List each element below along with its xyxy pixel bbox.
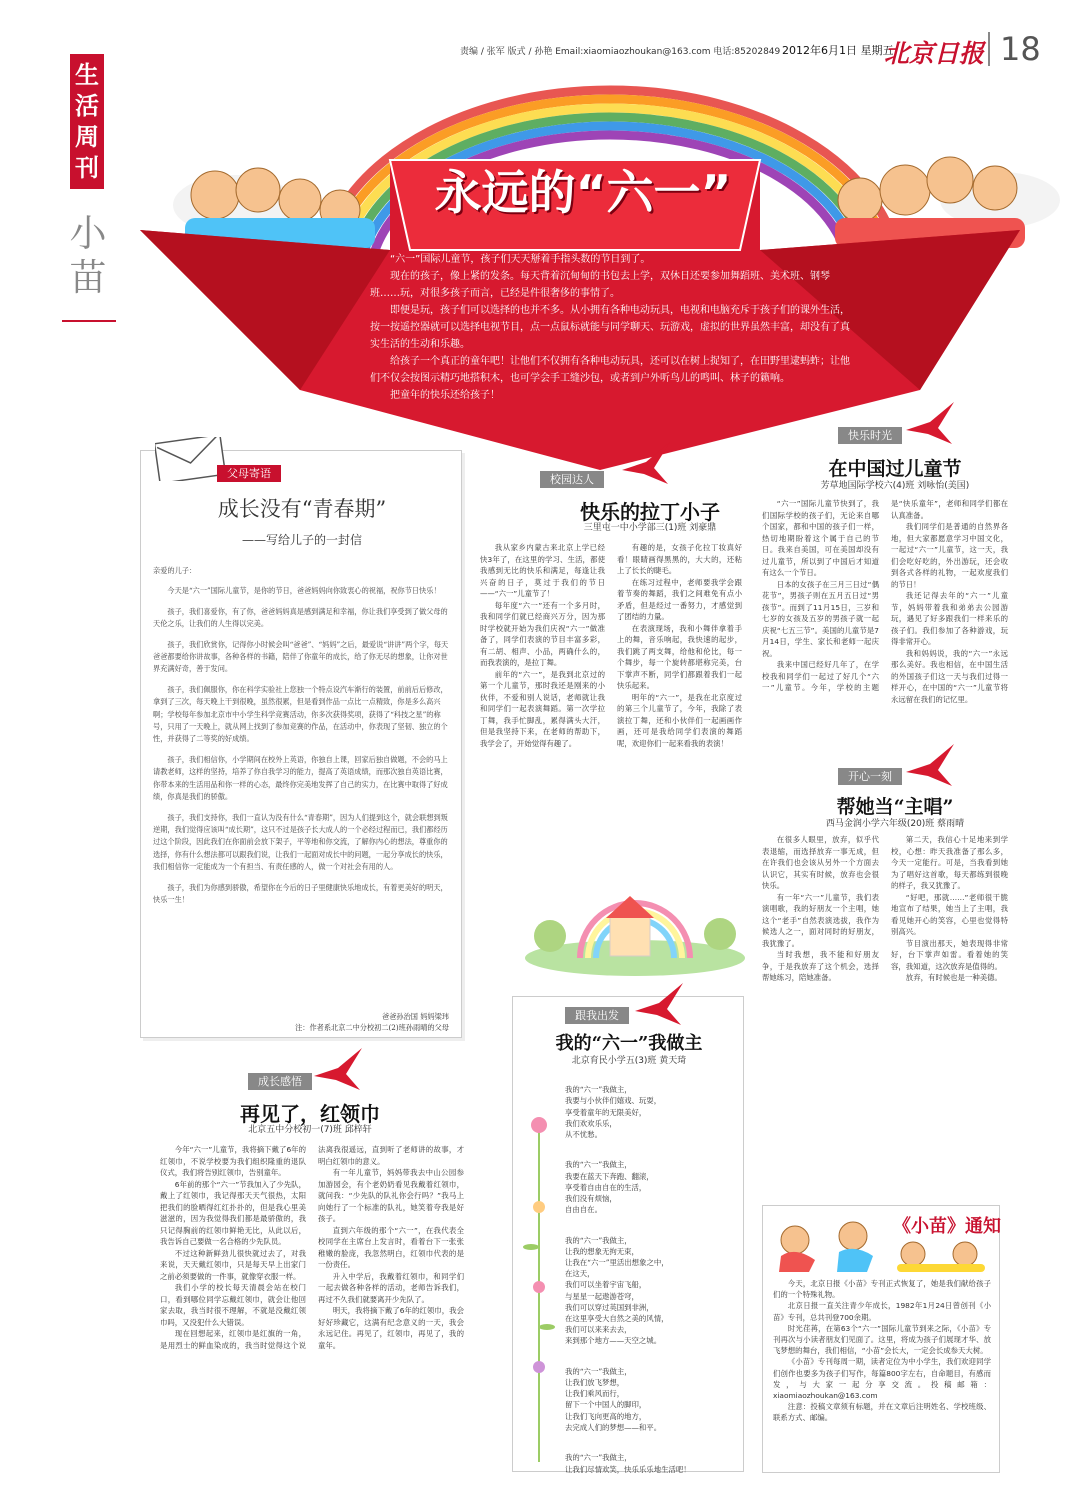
intro-text: [370, 251, 857, 404]
article-body: [160, 1144, 464, 1466]
paragraph: 我们同学们是普通的自然界各地，但大家都愿意学习中国文化，一起过“六一”儿童节，这一天，我们会吃好吃的，外出游玩，还会收到各式各样的礼物，一起欢度我们的节日！: [891, 522, 1008, 589]
article-title: 再见了，红领巾: [240, 1102, 380, 1126]
poem-body: [565, 1073, 741, 1485]
paragraph: 我来中国已经好几年了，在学校我和同学们一起过了好几个“六一”儿童节。今年，学校的主题是“快乐童年”，老师和同学们都在认真准备。: [762, 499, 1008, 692]
issue-date: 2012年6月1日 星期五: [782, 44, 894, 57]
notice-title: 《小苗》通知: [893, 1216, 1001, 1237]
paper-crane-icon: [904, 742, 956, 790]
letter-card: [140, 450, 462, 1038]
paper-crane-icon: [633, 981, 685, 1029]
paragraph: 今天，北京日报《小苗》专刊正式恢复了，她是我们献给孩子们的一个特殊礼物。: [773, 1279, 991, 1300]
newspaper-logo: 北京日报: [884, 39, 985, 68]
byline: 北京育民小学五(3)班 黄天琦: [571, 1056, 687, 1066]
stanza: 我的“六一”我做主， 让我们尽情欢笑，快乐乐乐地生活吧！: [565, 1453, 691, 1474]
paragraph: 在很多人眼里，放弃，似乎代表退缩，而选择放弃一事无成，但在许我们也会该从另外一个方面去认识它，其实有时候，放弃也会很快乐。: [762, 835, 879, 890]
envelope-icon: [155, 437, 225, 481]
paragraph: 我从家乡内蒙古来北京上学已经快3年了，在这里的学习、生活，都使我感到无比的快乐和满足，每逢让我兴奋的日子，莫过于我们的节日——“六一”儿童节了！: [480, 543, 605, 598]
paragraph: “好吧，那就……”老师很干脆地宣布了结果，她当上了主唱，我看见她开心的笑容，心里也觉得特别高兴。: [891, 892, 1008, 936]
article-title: 成长没有“青春期”: [217, 497, 387, 521]
intro-paragraph: “六一”国际儿童节，孩子们天天掰着手指头数的节日到了。: [390, 254, 651, 265]
section-tag: 父母寄语: [217, 465, 281, 482]
editor-info: 责编 / 张军 版式 / 孙艳 Email:xiaomiaozhoukan@163.com 电话:85202849: [460, 47, 781, 57]
paragraph: 孩子，我们相信你，小学期间在校外上英语，你独自上课，回家后独自做题，不会的马上请教老师，这样的坚持，培养了你自我学习的能力，提高了英语成绩，而那次独自英语比赛，你带本来的生活用品和你一样的心态，最终你完美地发挥了自己的实力，在比赛中取得了好成绩，你真是我们的骄傲。: [153, 754, 448, 802]
article-title: 帮她当“主唱”: [836, 796, 954, 818]
notice-card: [762, 1205, 1000, 1473]
byline: 三里屯一中小学部三(1)班 刘豪鼎: [583, 523, 717, 533]
article-title: 我的“六一”我做主: [555, 1033, 703, 1054]
paragraph: 不过这种新鲜劲儿很快就过去了，对我来说，天天戴红领巾，只是每天早上出家门之前必须要做的一件事，就像穿衣服一样。: [160, 1248, 306, 1281]
divider: [62, 320, 116, 322]
paragraph: 孩子，我们欣赏你，记得你小时候会叫“爸爸”、“妈妈”之后，最爱说“讲讲”两个字，每天爸爸都要给你讲故事，各种各样的书籍，陪伴了你童年的成长，给了你无尽的想象，让你对世界充满好奇，善于发问。: [153, 639, 449, 674]
salutation: 亲爱的儿子：: [153, 566, 197, 575]
paragraph: 明年的“六一”，是我在北京度过的第三个儿童节了，今年，我除了表演拉丁舞，还和小伙伴们一起画画作画，还可是我给同学们表演的舞蹈呢，欢迎你们一起来看我的表演！: [617, 692, 742, 748]
stanza: 我的“六一”我做主， 让我的想象无拘无束， 让我在“六一”里活出想象之中， 在这天， 我们可以坐着宇宙飞船， 与星星一起遨游苍穹， 我们可以穿过英国到非洲， 在这里享受大自然之美的风情， 我们可以来来去去， 来到那个地方——天空之城。: [565, 1235, 669, 1346]
paper-crane-icon: [312, 1046, 364, 1094]
intro-paragraph: 把童年的快乐还给孩子！: [390, 390, 500, 401]
section-tag: 成长感悟: [248, 1073, 312, 1090]
paragraph: 升入中学后，我戴着红领巾，和同学们一起去做各种各样的活动，老师告诉我们，再过不久我们就要离开少先队了。: [318, 1271, 464, 1304]
paragraph: 孩子，我们为你感到骄傲，希望你在今后的日子里健康快乐地成长，有着更美好的明天，快乐一生！: [153, 882, 448, 904]
paragraph: 《小苗》专刊每周一期，读者定位为中小学生，我们欢迎同学们创作也要多为孩子们写作，每篇800字左右，自命题目，有感而发，与大家一起分享交流。投稿邮箱：xiaomiaozhoukan@163.com: [773, 1357, 991, 1401]
byline: 北京五中分校初一(7)班 邱梓轩: [248, 1125, 372, 1135]
article-subtitle: ——写给儿子的一封信: [241, 533, 362, 547]
intro-paragraph: 即便是玩，孩子们可以选择的也并不多。从小拥有各种电动玩具，电视和电脑充斥于孩子们的课外生活，按一按遥控器就可以选择电视节目，点一点鼠标就能与同学聊天、玩游戏，虚拟的世界虽然丰富，却没有了真实生活的生动和乐趣。: [370, 305, 850, 350]
letter-body: [153, 565, 449, 914]
stanza: 我的“六一”我做主， 让我们放飞梦想， 让我们乘风而行， 留下一个中国人的脚印， 让我们飞向更高的地方， 去完成人们的梦想——和平。: [565, 1366, 662, 1432]
article-body: [762, 498, 1008, 760]
paragraph: “六一”国际儿童节快到了，我们国际学校的孩子们，无论来自哪个国家，都和中国的孩子们一样，热切地期盼着这个属于自己的节日。我来自美国，可在美国却没有过儿童节，所以到了中国后才知道有这么一个节日。: [762, 499, 879, 577]
paragraph: 有一年儿童节，妈妈带我去中山公园参加游园会，有个老奶奶看见我戴着红领巾，就问我：“少先队的队礼你会行吗？”我马上向她行了一个标准的队礼，她笑着夸我是好孩子。: [318, 1168, 464, 1223]
paper-crane-icon: [904, 400, 956, 448]
section-label: 生活周刊: [75, 60, 99, 182]
intro-paragraph: 给孩子一个真正的童年吧！让他们不仅拥有各种电动玩具，还可以在树上捉知了，在田野里逮蚂蚱；让他们不仅会按图示精巧地搭积木，也可学会手工缝沙包，或者到户外听鸟儿的鸣叫、林子的籁响。: [370, 356, 850, 384]
paragraph: 节目演出那天，她表现得非常好，台下掌声如雷。看着她的笑容，我知道，这次放弃是值得的。: [891, 938, 1008, 971]
section-label-tab: [70, 54, 104, 189]
article-body: [762, 834, 1008, 1196]
paragraph: 第二天，我信心十足地来到学校，心想：昨天我准备了那么多，今天一定能行。可是，当我看到她为了唱好这首歌，每天都练到很晚的样子，我又犹豫了。: [891, 835, 1008, 890]
paragraph: 孩子，我们支持你，我们一直认为没有什么“青春期”，因为人们提到这个，就会联想到叛逆期，我们觉得应该叫“成长期”，这只不过是孩子长大成人的一个必经过程而已，我们都经历过这个阶段，因此我们在你面前会放下架子，平等地和你交流，了解你内心的想法，尊重你的选择，你有什么想法都可以跟我们说，让我们一起面对成长中的问题，一起分享成长的快乐，我们相信你一定能成为一个有担当、有责任感的人，做一个对社会有用的人。: [153, 812, 448, 872]
paragraph: 明天，我将摘下戴了6年的红领巾，我会好好珍藏它，这满有纪念意义的一天，我会永远记住。再见了，红领巾，再见了，我的童年。: [318, 1306, 464, 1350]
playground-illustration: [520, 858, 750, 978]
author-note: 注：作者系北京二中分校初二(2)班孙雨晴的父母: [295, 1023, 449, 1032]
article-body: [480, 542, 742, 864]
paragraph: 今天是“六一”国际儿童节，是你的节日，爸爸妈妈向你致衷心的祝福，祝你节日快乐！: [167, 586, 441, 596]
paragraph: 我和妈妈说，我的“六一”永远那么美好。我也相信，在中国生活的外国孩子们这一天与我们过得一样开心，在中国的“六一”儿童节将永远留在我们的记忆里。: [891, 648, 1008, 704]
signature-block: [153, 1011, 449, 1033]
poem-card: [512, 996, 744, 1472]
children-illustration: [889, 1238, 993, 1274]
paragraph: 今年“六一”儿童节，我将摘下戴了6年的红领巾，不说学校要为我们组织隆重的退队仪式，我们将告别红领巾，告别童年。: [160, 1145, 306, 1177]
paragraph: 时光荏苒，在第63个“六一”国际儿童节到来之际，《小苗》专刊再次与小读者朋友们见面了。这里，将成为孩子们展现才华、放飞梦想的舞台，我们相信，“小苗”会长大，一定会长成参天大树。: [773, 1323, 991, 1356]
stanza: 我的“六一”我做主， 我要与小伙伴们嬉戏、玩耍， 享受着童年的无限美好， 我们欢欢乐乐， 从不忧愁。: [565, 1085, 662, 1140]
section-tag: 开心一刻: [838, 768, 902, 785]
paragraph: 当时我想，我不能和好朋友争，于是我放弃了这个机会，选择帮她练习，陪她准备。: [762, 950, 879, 982]
paragraph: 在表演现场，我和小舞伴拿着手上的舞，音乐响起，我快速的起步，我们跳了两支舞，给他和伦比，每一个舞步，每一个旋转都堪称完美，台下掌声不断，同学们都跟着我们一起快乐起来。: [617, 623, 742, 690]
paragraph: 日本的女孩子在三月三日过“偶花节”，男孩子则在五月五日过“男孩节”。而到了11月15日，三岁和七岁的女孩及五岁的男孩子就一起庆祝“七五三节”。美国的儿童节是7月14日，学生、家长和老师一起庆祝。: [762, 579, 879, 658]
paragraph: 放弃，有时候也是一种美德。: [905, 973, 1002, 982]
paragraph: 北京日报一直关注青少年成长，1982年1月24日曾创刊《小苗》专刊，总共刊登700余期。: [773, 1301, 991, 1322]
paragraph: 孩子，我们喜爱你，有了你，爸爸妈妈真是感到满足和幸福，你让我们享受到了做父母的天伦之乐，让我们的人生得以完美。: [153, 606, 448, 629]
paragraph: 在练习过程中，老师要我学会跟着节奏的舞蹈，我们之间难免有点小矛盾，但是经过一番努力，才感觉到了团结的力量。: [617, 577, 742, 621]
paragraph: 6年前的那个“六一”节我加入了少先队，戴上了红领巾，我记得那天天气很热，太阳把我们的脸晒得红红扑扑的，但是我心里美滋滋的，因为我觉得我们都是最骄傲的，我只记得胸前的红领巾鲜艳无比，从此以后，我告诉自己要做一名合格的少先队员。: [160, 1179, 306, 1246]
article-title: 快乐的拉丁小子: [580, 500, 720, 524]
paragraph: 每年度“六一”还有一个多月时，我和同学们就已经商兴万分，因为那时学校就开始为我们庆祝“六一”做准备了，同学们表演的节目丰富多彩，有二胡、相声、小品，两确什么的，而我表演的，是拉丁舞。: [480, 600, 605, 667]
byline: 芳草地国际学校六(4)班 刘咏怡(美国): [820, 481, 970, 491]
banner-title: 永远的“六一”: [434, 166, 732, 221]
paragraph: 我还记得去年的“六一”儿童节，妈妈带着我和弟弟去公园游玩，遇见了好多跟我们一样来乐的孩子们。我们参加了各种游戏，玩得非常开心。: [891, 591, 1008, 646]
paper-crane-icon: [620, 440, 672, 488]
paragraph: 我们小学的校长每天清晨会站在校门口，看到哪位同学忘戴红领巾，就会让他回家去取，我当时很不理解，不就是没戴红领巾吗，又没犯什么大错误。: [160, 1283, 306, 1327]
paragraph: 有一年“六一”儿童节，我们表演唱歌，我的好朋友一个主唱，她这个“老手”自然表演选拔，我作为候选人之一，面对同时的好朋友，我犹豫了。: [762, 892, 879, 948]
flower-illustration: [517, 1107, 561, 1467]
stanza: 我的“六一”我做主， 我要在蓝天下奔跑、翻滚， 享受着自由自在的生活， 我们没有烦恼， 自由自在。: [565, 1160, 654, 1215]
notice-body: [773, 1278, 991, 1424]
column-name: 小苗: [69, 212, 107, 299]
paragraph: 有趣的是，女孩子化拉丁妆真好看！眼睛画得黑黑的，大大的，还粘上了长长的睫毛。: [617, 543, 742, 575]
paragraph: 现在回想起来，红领巾是红旗的一角，是用烈士的鲜血染成的，我当时觉得这个说法离我很遥远，直到听了老师讲的故事，才明白红领巾的意义。: [160, 1145, 464, 1350]
section-tag: 快乐时光: [838, 427, 902, 444]
page-number: 18: [988, 32, 1041, 66]
signature: 爸爸孙治国 妈妈梁玮: [382, 1012, 449, 1021]
paragraph: 孩子，我们佩服你，你在科学实验社上您独一个特点设汽车渐行的装置，前前后后修改，拿到了三次，每天晚上干到很晚，虽然很累，但是看到作品一点比一点精致，你是多么高兴啊；学校每年参加北京市中小学生科学竞赛活动，你多次获得奖项，获得了“科技之星”的称号，只用了一天晚上，就从网上找到了参加竞赛的作品，在活动中，你表现了坚韧、独立的个性，并获得了二等奖的好成绩。: [153, 684, 448, 744]
article-title: 在中国过儿童节: [828, 458, 962, 480]
paragraph: 前年的“六一”，是我到北京过的第一个儿童节，那时我还是刚来的小伙伴，不爱和别人说话，老师就让我和同学们一起表演舞蹈。第一次学拉丁舞，我手忙脚乱，累得满头大汗，但是我坚持下来，在老师的帮助下，我学会了，开始觉得有趣了。: [480, 669, 605, 748]
section-tag: 校园达人: [540, 471, 604, 488]
notice-note: 注意：投稿文章须有标题，并在文章后注明姓名、学校班级、联系方式、邮编。: [773, 1402, 991, 1423]
byline: 西马金润小学六年级(20)班 蔡雨晴: [825, 819, 965, 829]
children-illustration: [769, 1216, 889, 1276]
section-tag: 跟我出发: [565, 1007, 629, 1024]
paragraph: 直到六年级的那个“六一”，在我代表全校同学在主席台上发言时，看着台下一张张稚嫩的脸庞，我忽然明白，红领巾代表的是一份责任。: [318, 1225, 464, 1269]
intro-paragraph: 现在的孩子，像上紧的发条。每天背着沉甸甸的书包去上学，双休日还要参加舞蹈班、美术班、钢琴班……玩，对很多孩子而言，已经是件很奢侈的事情了。: [370, 271, 830, 299]
